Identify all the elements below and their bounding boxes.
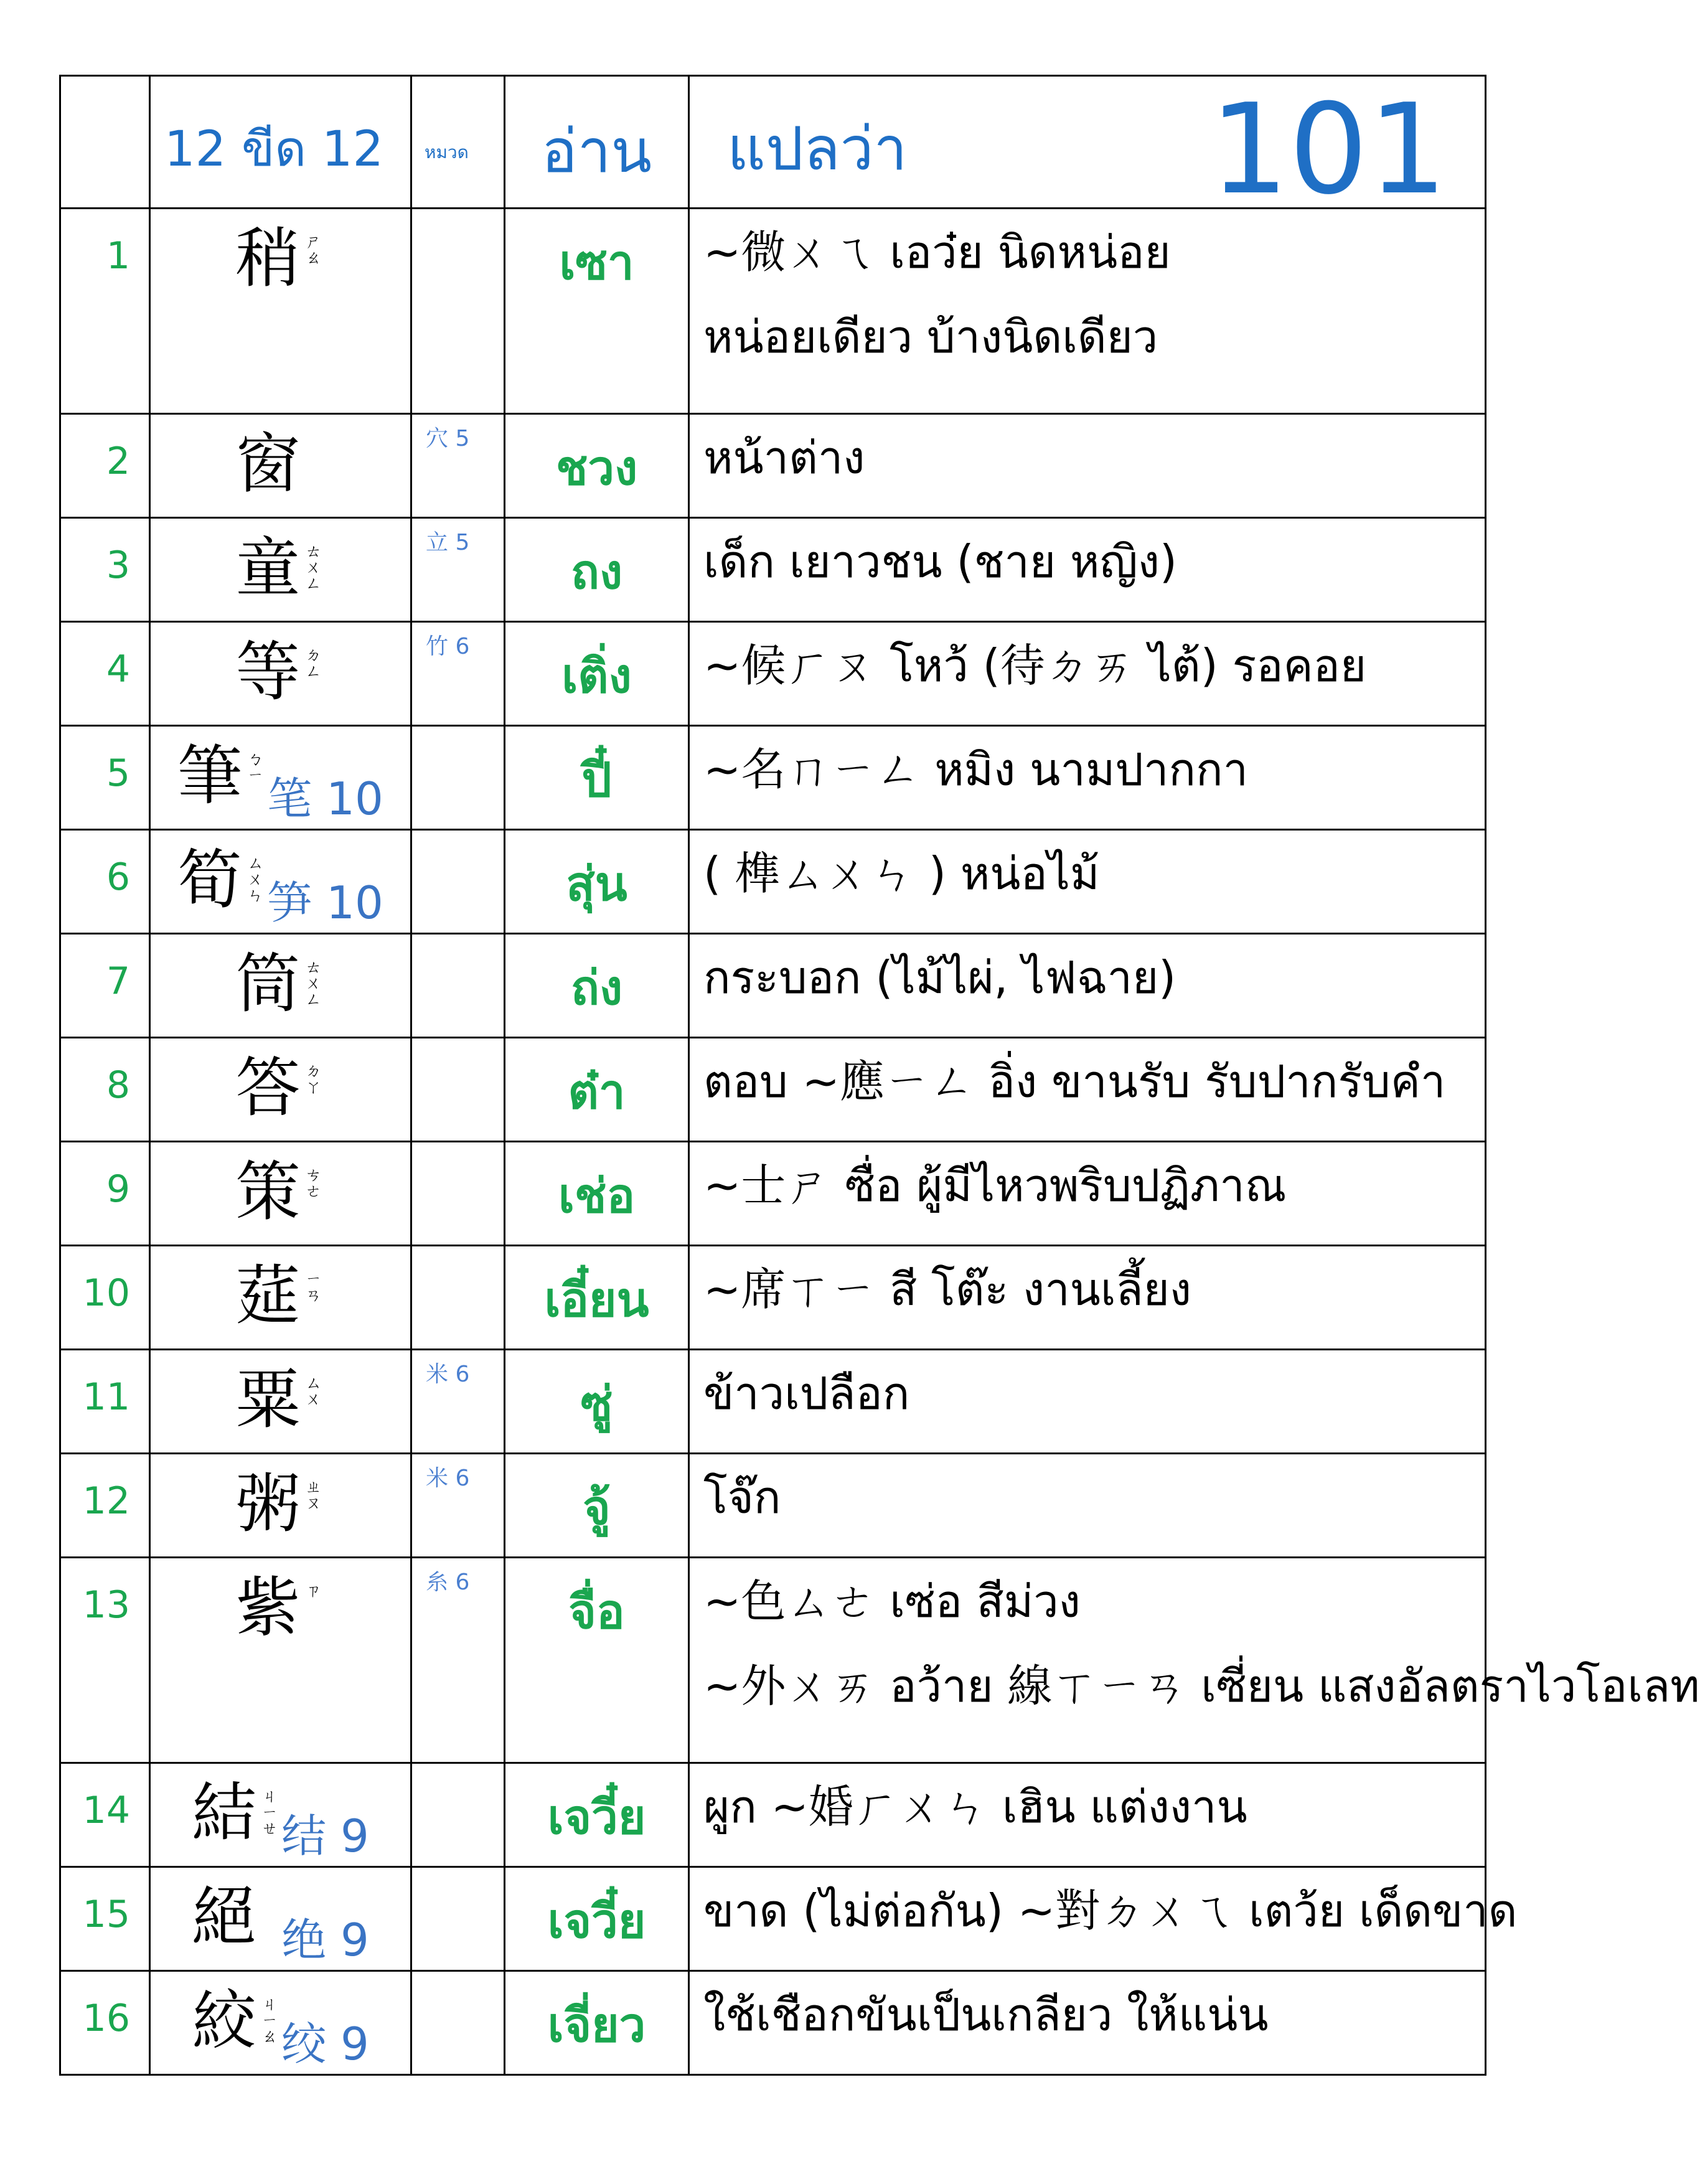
meaning-cell [689, 830, 1486, 934]
reading-cell [505, 1350, 689, 1454]
reading: เจวี๋ย [547, 1893, 646, 1949]
meaning: เด็ก เยาวชน (ชาย หญิง) [703, 535, 1177, 588]
zhuyin: ㄊㄨㄥ [305, 958, 322, 1009]
row-number-cell [60, 726, 150, 830]
zhuyin: ㄙㄨ [305, 1374, 322, 1409]
row-number: 9 [106, 1167, 130, 1211]
meaning: โจ๊ก [703, 1471, 781, 1523]
radical [412, 1246, 504, 1253]
row-number: 12 [82, 1479, 130, 1523]
hanzi-character: 稍 [235, 220, 301, 296]
radical-cell [411, 622, 505, 726]
reading: เซา [559, 235, 634, 290]
hanzi-character: 窗 [235, 426, 301, 502]
simplified-form: 笔 10 [267, 773, 383, 825]
zhuyin: ㄅㄧ [247, 750, 264, 785]
meaning-header: แปลว่า [727, 114, 908, 184]
zhuyin: ㄘㄜ [305, 1166, 322, 1201]
radical [412, 831, 504, 837]
header-row [60, 76, 1486, 209]
radical-cell [411, 726, 505, 830]
reading-cell [505, 209, 689, 414]
hanzi-character: 絞 [192, 1983, 257, 2059]
lesson-title: 12 ขีด 12 [164, 121, 384, 177]
simplified-form: 笋 10 [267, 877, 383, 929]
row-number-cell [60, 209, 150, 414]
meaning-cell [689, 1142, 1486, 1246]
meaning-line-2: ~外ㄨㄞ อว้าย 線ㄒㄧㄢ เซี่ยน แสงอัลตราไวโอเลท [703, 1660, 1700, 1713]
meaning-cell [689, 1971, 1486, 2075]
row-number: 1 [106, 234, 130, 278]
hanzi-character: 絕 [192, 1879, 257, 1955]
reading-cell [505, 1971, 689, 2075]
row-number: 5 [106, 751, 130, 795]
row-number-cell [60, 1971, 150, 2075]
radical [412, 1038, 504, 1045]
reading-cell [505, 1558, 689, 1763]
row-number: 14 [82, 1789, 130, 1832]
meaning: ~名ㄇㄧㄥ หมิง นามปากกา [703, 743, 1249, 796]
zhuyin: ㄕㄠ [305, 233, 322, 268]
radical-cell [411, 1867, 505, 1971]
character-cell [150, 1246, 411, 1350]
meaning: ( 榫ㄙㄨㄣ ) หน่อไม้ [703, 847, 1100, 900]
hanzi-character: 筍 [177, 842, 243, 918]
character-cell [150, 1763, 411, 1867]
reading-cell [505, 1038, 689, 1142]
header-num-cell [60, 76, 150, 209]
hanzi-character: 莚 [235, 1258, 301, 1334]
radical: 立 5 [426, 530, 470, 555]
row-number-cell [60, 1142, 150, 1246]
hanzi-character: 筆 [177, 738, 243, 814]
character-cell [150, 1350, 411, 1454]
reading-cell [505, 830, 689, 934]
table-row [60, 414, 1486, 518]
reading-cell [505, 726, 689, 830]
meaning-cell [689, 1763, 1486, 1867]
reading: ปี๋ [581, 752, 612, 807]
row-number: 15 [82, 1893, 130, 1936]
radical-cell [411, 830, 505, 934]
reading: ถง [570, 544, 623, 600]
table-row [60, 622, 1486, 726]
simplified-form: 绞 9 [281, 2018, 369, 2070]
row-number-cell [60, 622, 150, 726]
row-number: 6 [106, 855, 130, 899]
character-cell [150, 1867, 411, 1971]
table-row [60, 518, 1486, 622]
reading: ถ่ง [570, 960, 623, 1015]
radical-cell [411, 1454, 505, 1558]
meaning: ~微ㄨㄟ เอว๋ย นิดหน่อย [703, 226, 1171, 278]
character-cell [150, 1971, 411, 2075]
zhuyin: ㄙㄨㄣ [247, 854, 264, 905]
reading: ซู่ [580, 1376, 613, 1431]
character-cell [150, 1454, 411, 1558]
meaning: ใช้เชือกขันเป็นเกลียว ให้แน่น [703, 1989, 1269, 2041]
radical-cell [411, 1350, 505, 1454]
table-row [60, 1246, 1486, 1350]
row-number-cell [60, 934, 150, 1038]
header-reading-cell [505, 76, 689, 209]
vocabulary-table [59, 75, 1700, 2076]
zhuyin: ㄉㄥ [305, 646, 322, 681]
radical: 米 6 [426, 1362, 470, 1387]
reading: เอี๋ยน [544, 1272, 649, 1327]
table-row [60, 1763, 1486, 1867]
row-number-cell [60, 518, 150, 622]
zhuyin: ㄐㄧㄝ [261, 1787, 278, 1838]
hanzi-character: 答 [235, 1050, 301, 1126]
reading: เติ่ง [561, 648, 632, 704]
header-title-cell [150, 76, 411, 209]
reading: ต๋า [568, 1064, 626, 1119]
radical-cell [411, 1142, 505, 1246]
meaning: กระบอก (ไม้ไผ่, ไฟฉาย) [703, 951, 1176, 1004]
radical [412, 209, 504, 215]
radical-cell [411, 414, 505, 518]
reading-cell [505, 1867, 689, 1971]
zhuyin: ㄗ [305, 1582, 322, 1601]
radical-cell [411, 1971, 505, 2075]
reading-cell [505, 622, 689, 726]
header-meaning-cell [689, 76, 1486, 222]
page-number: 101 [1209, 77, 1447, 222]
row-number-cell [60, 1454, 150, 1558]
radical [412, 934, 504, 941]
hanzi-character: 粥 [235, 1466, 301, 1542]
header-radical-cell [411, 76, 505, 209]
zhuyin: ㄊㄨㄥ [305, 542, 322, 593]
hanzi-character: 筒 [235, 946, 301, 1022]
radical-header: หมวด [425, 142, 469, 162]
reading: เจี่ยว [547, 1997, 646, 2053]
reading-cell [505, 414, 689, 518]
table-row [60, 1454, 1486, 1558]
table-row [60, 1867, 1486, 1971]
meaning-cell [689, 518, 1486, 622]
radical: 穴 5 [426, 426, 470, 451]
character-cell [150, 209, 411, 414]
hanzi-character: 策 [235, 1154, 301, 1230]
radical [412, 727, 504, 733]
reading-cell [505, 518, 689, 622]
simplified-form: 结 9 [281, 1810, 369, 1862]
radical [412, 1764, 504, 1770]
reading: สุ่น [566, 856, 627, 911]
simplified-form: 绝 9 [281, 1914, 369, 1966]
row-number-cell [60, 1763, 150, 1867]
table-row [60, 1142, 1486, 1246]
table-row [60, 1558, 1486, 1763]
meaning: ขาด (ไม่ต่อกัน) ~對ㄉㄨㄟ เตว้ย เด็ดขาด [703, 1885, 1518, 1937]
zhuyin: ㄐㄧㄠ [261, 1995, 278, 2046]
row-number-cell [60, 1038, 150, 1142]
meaning: ผูก ~婚ㄏㄨㄣ เฮิน แต่งงาน [703, 1781, 1247, 1833]
row-number: 16 [82, 1997, 130, 2040]
meaning: ~士ㄕ ซื่อ ผู้มีไหวพริบปฏิภาณ [703, 1159, 1287, 1212]
table-row [60, 830, 1486, 934]
table-row [60, 934, 1486, 1038]
meaning: ~候ㄏㄡ โหว้ (待ㄉㄞ ไต้) รอคอย [703, 639, 1367, 692]
row-number-cell [60, 1558, 150, 1763]
character-cell [150, 1558, 411, 1763]
radical-cell [411, 209, 505, 414]
row-number: 10 [82, 1271, 130, 1315]
table-row [60, 1038, 1486, 1142]
radical [412, 1868, 504, 1874]
row-number-cell [60, 1350, 150, 1454]
radical-cell [411, 1038, 505, 1142]
meaning: ~席ㄒㄧ สี โต๊ะ งานเลี้ยง [703, 1263, 1191, 1316]
radical: 糸 6 [426, 1570, 470, 1595]
radical [412, 1142, 504, 1149]
reading-cell [505, 1454, 689, 1558]
table-row [60, 209, 1486, 414]
zhuyin: ㄓㄡ [305, 1478, 322, 1513]
row-number-cell [60, 1246, 150, 1350]
reading: เช่อ [558, 1168, 636, 1223]
meaning-cell [689, 934, 1486, 1038]
row-number: 7 [106, 959, 130, 1003]
character-cell [150, 518, 411, 622]
character-cell [150, 830, 411, 934]
meaning: ข้าวเปลือก [703, 1367, 910, 1419]
row-number-cell [60, 830, 150, 934]
reading-cell [505, 1142, 689, 1246]
hanzi-character: 粟 [235, 1362, 301, 1438]
meaning: ตอบ ~應ㄧㄥ อิ่ง ขานรับ รับปากรับคำ [703, 1055, 1446, 1108]
character-cell [150, 726, 411, 830]
radical-cell [411, 518, 505, 622]
character-cell [150, 934, 411, 1038]
meaning: ~色ㄙㄜ เซ่อ สีม่วง [703, 1575, 1081, 1627]
reading: ชวง [555, 440, 638, 496]
radical-cell [411, 1558, 505, 1763]
reading: จื่อ [568, 1584, 625, 1639]
row-number: 4 [106, 647, 130, 691]
row-number-cell [60, 1867, 150, 1971]
character-cell [150, 622, 411, 726]
meaning: หน้าต่าง [703, 431, 865, 484]
character-cell [150, 1038, 411, 1142]
meaning-cell [689, 209, 1486, 414]
character-cell [150, 1142, 411, 1246]
character-cell [150, 414, 411, 518]
row-number: 13 [82, 1583, 130, 1627]
meaning-cell [689, 1454, 1486, 1558]
row-number-cell [60, 414, 150, 518]
reading-cell [505, 1246, 689, 1350]
radical [412, 1972, 504, 1978]
meaning-cell [689, 414, 1486, 518]
reading-cell [505, 1763, 689, 1867]
meaning-line-2: หน่อยเดียว บ้างนิดเดียว [703, 311, 1158, 364]
meaning-cell [689, 622, 1486, 726]
meaning-cell [689, 726, 1486, 830]
meaning-cell [689, 1350, 1486, 1454]
zhuyin: ㄧㄢ [305, 1270, 322, 1305]
radical: 竹 6 [426, 634, 470, 659]
radical-cell [411, 1246, 505, 1350]
meaning-cell [689, 1867, 1518, 1971]
hanzi-character: 紫 [235, 1570, 301, 1645]
hanzi-character: 童 [235, 530, 301, 606]
reading-header: อ่าน [541, 116, 652, 186]
meaning-cell [689, 1038, 1486, 1142]
zhuyin: ㄉㄚ [305, 1062, 322, 1097]
reading: จู้ [583, 1480, 611, 1535]
row-number: 11 [82, 1375, 130, 1419]
radical: 米 6 [426, 1466, 470, 1491]
table-row [60, 726, 1486, 830]
meaning-cell [689, 1558, 1700, 1763]
radical-cell [411, 1763, 505, 1867]
radical-cell [411, 934, 505, 1038]
hanzi-character: 等 [235, 634, 301, 710]
row-number: 8 [106, 1063, 130, 1107]
reading-cell [505, 934, 689, 1038]
reading: เจวี๋ย [547, 1789, 646, 1845]
row-number: 3 [106, 544, 130, 587]
table-row [60, 1971, 1486, 2075]
row-number: 2 [106, 440, 130, 483]
table-row [60, 1350, 1486, 1454]
meaning-cell [689, 1246, 1486, 1350]
hanzi-character: 結 [192, 1775, 257, 1851]
